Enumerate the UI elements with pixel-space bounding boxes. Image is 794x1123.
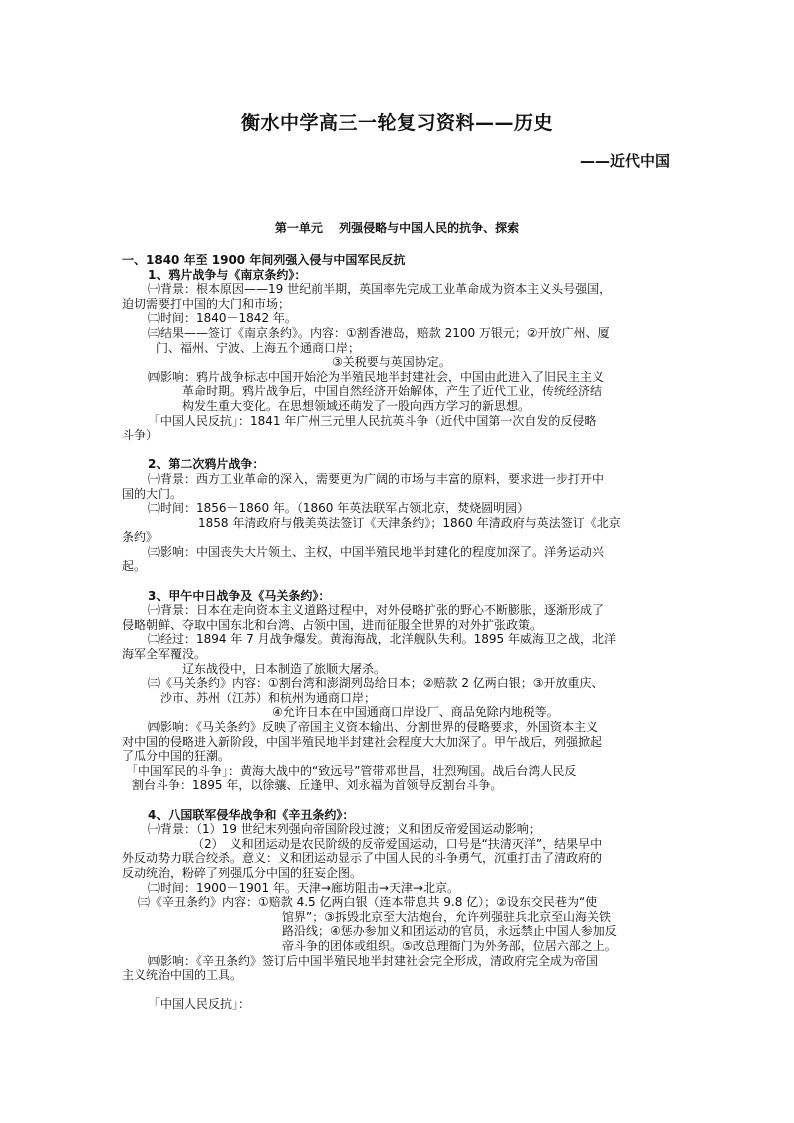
text-line: 对中国的侵略进入新阶段，中国半殖民地半封建社会程度大大加深了。甲午战后，列强掀起 xyxy=(122,734,603,749)
text-line: 侵略朝鲜、夺取中国东北和台湾、占领中国，进而征服全世界的对外扩张政策。 xyxy=(122,617,543,632)
text-line: 反动统治，粉碎了列强瓜分中国的狂妄企图。 xyxy=(122,865,363,880)
blank-line xyxy=(122,574,682,589)
section-heading: 一、1840 年至 1900 年间列强入侵与中国军民反抗 xyxy=(122,253,406,267)
section-heading: 3、甲午中日战争及《马关条约》： xyxy=(148,588,331,603)
text-line: 国的大门。 xyxy=(122,486,183,501)
text-line: ㈢结果——签订《南京条约》。内容：①割香港岛，赔款 2100 万银元；②开放广州、厦 xyxy=(148,325,610,340)
text-line: 「中国人民反抗」：1841 年广州三元里人民抗英斗争（近代中国第一次自发的反侵略 xyxy=(148,413,597,428)
text-line: ㈣影响：鸦片战争标志中国开始沦为半殖民地半封建社会，中国由此进入了旧民主主义 xyxy=(148,369,605,384)
text-line: 门、福州、宁波、上海五个通商口岸； xyxy=(156,340,361,355)
text-line: ㈢影响：中国丧失大片领土、主权，中国半殖民地半封建化的程度加深了。洋务运动兴 xyxy=(148,544,605,559)
text-line: ㈢《马关条约》内容：①割台湾和澎湖列岛给日本；②赔款 2 亿两白银；③开放重庆、 xyxy=(148,676,604,691)
text-line: 起。 xyxy=(122,559,147,574)
unit-title: 第一单元 列强侵略与中国人民的抗争、探索 xyxy=(274,221,520,235)
page-subtitle: ——近代中国 xyxy=(579,152,670,170)
text-line: ㈡时间：1900－1901 年。天津→廊坊阻击→天津→北京。 xyxy=(148,880,460,895)
blank-line xyxy=(122,443,682,458)
text-line: 斗争） xyxy=(122,428,159,443)
text-line: ㈠背景：西方工业革命的深入，需要更为广阔的市场与丰富的原料，要求进一步打开中 xyxy=(148,471,605,486)
text-line: 「中国军民的斗争」：黄海大战中的“致远号”管带邓世昌，壮烈殉国。战后台湾人民反 xyxy=(126,763,577,778)
text-line: ㈠背景：根本原因——19 世纪前半期，英国率先完成工业革命成为资本主义头号强国， xyxy=(148,282,612,297)
text-line: 迫切需要打中国的大门和市场； xyxy=(122,296,291,311)
text-line: 路沿线；④惩办参加义和团运动的官员，永远禁止中国人参加反 xyxy=(282,924,617,939)
text-line: ㈣影响：《辛丑条约》签订后中国半殖民地半封建社会完全形成，清政府完全成为帝国 xyxy=(148,953,599,968)
text-line: 外反动势力联合绞杀。意义：义和团运动显示了中国人民的斗争勇气，沉重打击了清政府的 xyxy=(122,851,603,866)
section-heading: 4、八国联军侵华战争和《辛丑条约》： xyxy=(148,807,355,822)
text-line: 帝斗争的团体或组织。⑤改总理衙门为外务部，位居六部之上。 xyxy=(282,938,617,953)
text-line: ㈠背景：（1）19 世纪末列强向帝国阶段过渡；义和团反帝爱国运动影响； xyxy=(148,822,541,837)
text-line: 1858 年清政府与俄美英法签订《天津条约》；1860 年清政府与英法签订《北京 xyxy=(198,515,621,530)
text-line: 构发生重大变化。在思想领域还萌发了一股向西方学习的新思想。 xyxy=(182,398,531,413)
section-heading: 1、鸦片战争与《南京条约》： xyxy=(148,267,307,282)
blank-line xyxy=(122,793,682,808)
blank-line xyxy=(122,983,682,998)
text-line: ㈡时间：1856－1860 年。（1860 年英法联军占领北京，焚烧圆明园） xyxy=(148,501,530,516)
section-heading: 2、第二次鸦片战争： xyxy=(148,457,265,472)
text-line: 割台斗争：1895 年，以徐骧、丘逢甲、刘永福为首领导反割台斗争。 xyxy=(132,778,503,793)
text-line: 海军全军覆没。 xyxy=(122,647,207,662)
page-title: 衡水中学高三一轮复习资料——历史 xyxy=(240,112,553,134)
text-line: 了瓜分中国的狂潮。 xyxy=(122,749,231,764)
text-line: 馆界”；③拆毁北京至大沽炮台，允许列强驻兵北京至山海关铁 xyxy=(282,909,611,924)
text-line: ㈡经过：1894 年 7 月战争爆发。黄海海战，北洋舰队失利。1895 年威海卫之战，北洋 xyxy=(148,632,616,647)
text-line: （2） 义和团运动是农民阶级的反帝爱国运动，口号是“扶清灭洋”，结果早中 xyxy=(192,836,603,851)
text-line: ㈣影响：《马关条约》反映了帝国主义资本输出、分割世界的侵略要求，外国资本主义 xyxy=(148,720,599,734)
text-line: 革命时期。鸦片战争后，中国自然经济开始解体，产生了近代工业，传统经济结 xyxy=(182,384,603,399)
text-line: ㈠背景：日本在走向资本主义道路过程中，对外侵略扩张的野心不断膨胀，逐渐形成了 xyxy=(148,603,605,618)
text-line: ㈡时间：1840－1842 年。 xyxy=(148,311,297,326)
text-line: 「中国人民反抗」： xyxy=(148,997,251,1012)
document-body xyxy=(122,253,682,1012)
text-line: 条约》 xyxy=(122,530,159,545)
text-line: ④允许日本在中国通商口岸设厂、商品免除内地税等。 xyxy=(272,705,559,720)
text-line: ㈢《辛丑条约》内容：①赔款 4.5 亿两白银（连本带息共 9.8 亿）；②设东交民巷为“使 xyxy=(138,895,598,910)
text-line: ③关税要与英国协定。 xyxy=(332,355,451,370)
text-line: 沙市、苏州（江苏）和杭州为通商口岸； xyxy=(160,690,377,705)
text-line: 主义统治中国的工具。 xyxy=(122,968,243,983)
text-line: 辽东战役中，日本制造了旅顺大屠杀。 xyxy=(182,661,387,676)
